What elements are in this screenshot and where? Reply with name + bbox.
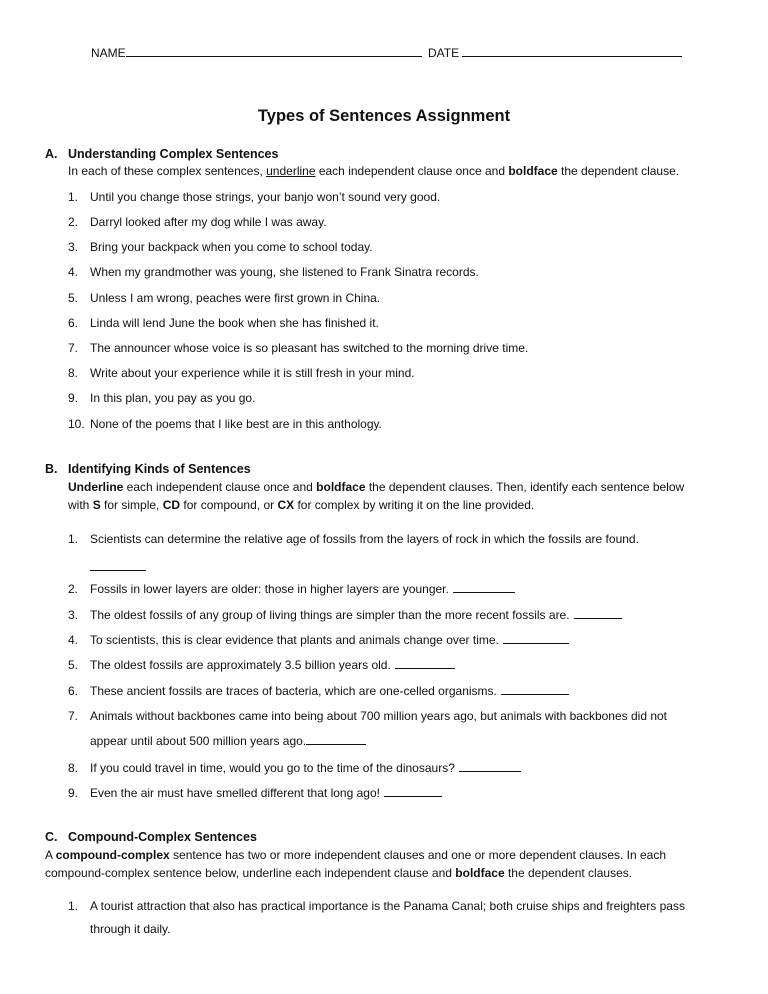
section-c-instructions [45, 847, 755, 882]
section-a-title: Understanding Complex Sentences [68, 147, 279, 161]
section-c-heading [45, 830, 257, 844]
list-item [68, 756, 750, 781]
item-number: 6. [68, 316, 79, 330]
item-text: Darryl looked after my dog while I was away. [90, 215, 327, 229]
item-number: 5. [68, 658, 79, 672]
instr-bold-word: boldface [316, 480, 366, 494]
date-line[interactable] [462, 46, 682, 57]
item-number: 1. [68, 899, 79, 913]
list-item [68, 336, 750, 361]
item-text: Write about your experience while it is still fresh in your mind. [90, 366, 415, 380]
item-continuation [90, 922, 171, 936]
item-text: through it daily. [90, 922, 171, 936]
answer-line[interactable] [459, 760, 521, 772]
section-a-letter: A. [45, 147, 58, 161]
name-line[interactable] [126, 46, 422, 57]
item-text: The oldest fossils of any group of living things are simpler than the more recent fossils are. [90, 608, 570, 622]
item-text: When my grandmother was young, she listened to Frank Sinatra records. [90, 265, 479, 279]
answer-line[interactable] [90, 560, 146, 571]
instr-bold-word: Underline [68, 480, 124, 494]
date-label: DATE [428, 46, 460, 60]
instr-text: each independent clause once and [315, 164, 509, 178]
item-text: In this plan, you pay as you go. [90, 391, 256, 405]
answer-line[interactable] [453, 581, 515, 593]
item-number: 1. [68, 190, 79, 204]
list-item [68, 527, 750, 552]
list-item [68, 894, 750, 919]
item-number: 2. [68, 215, 79, 229]
item-number: 3. [68, 240, 79, 254]
instr-text: A [45, 848, 56, 862]
page-title: Types of Sentences Assignment [257, 107, 511, 125]
list-item [68, 704, 750, 729]
instr-text: for simple, [100, 497, 163, 512]
instr-text: the dependent clauses. [504, 865, 633, 880]
item-text: appear until about 500 million years ago. [90, 734, 307, 748]
list-item [68, 603, 750, 628]
item-number: 3. [68, 608, 79, 622]
answer-line[interactable] [306, 734, 366, 745]
item-number: 8. [68, 366, 79, 380]
instr-text: for complex by writing it on the line provided. [294, 497, 535, 512]
item-number: 5. [68, 291, 79, 305]
answer-line[interactable] [384, 785, 442, 797]
item-number: 7. [68, 341, 79, 355]
item-number: 2. [68, 582, 79, 596]
list-item [68, 311, 750, 336]
instr-text: each independent clause once and [123, 480, 317, 494]
item-number: 10. [68, 417, 85, 431]
item-number: 9. [68, 391, 79, 405]
list-item [68, 235, 750, 260]
answer-line-row [90, 560, 146, 574]
answer-line[interactable] [574, 607, 622, 619]
list-item [68, 412, 750, 437]
name-label: NAME [91, 46, 126, 60]
item-number: 1. [68, 532, 79, 546]
list-item [68, 577, 750, 602]
answer-line[interactable] [501, 683, 569, 695]
instr-text: sentence has two or more independent clauses and one or more dependent clauses. In each [169, 848, 667, 862]
item-continuation [90, 734, 366, 748]
section-a-instructions [68, 163, 748, 181]
section-b-heading [45, 462, 251, 476]
item-number: 8. [68, 761, 79, 775]
list-item [68, 679, 750, 704]
item-text: Unless I am wrong, peaches were first grown in China. [90, 291, 381, 305]
list-item [68, 185, 750, 210]
name-date-header [91, 46, 682, 60]
item-number: 9. [68, 786, 79, 800]
item-text: The oldest fossils are approximately 3.5 billion years old. [90, 658, 391, 672]
item-text: Animals without backbones came into being about 700 million years ago, but animals with backbones did not [90, 709, 668, 723]
item-text: A tourist attraction that also has practical importance is the Panama Canal; both cruise ships and freighters pass [90, 899, 685, 913]
list-item [68, 386, 750, 411]
item-text: Fossils in lower layers are older: those in higher layers are younger. [90, 582, 449, 596]
list-item [68, 210, 750, 235]
code-simple: S [92, 497, 101, 512]
item-number: 4. [68, 633, 79, 647]
item-text: None of the poems that I like best are in this anthology. [90, 417, 382, 431]
item-text: To scientists, this is clear evidence that plants and animals change over time. [90, 633, 499, 647]
instr-bold-word: boldface [455, 865, 505, 880]
instr-text: with [68, 497, 93, 512]
section-b-instructions [68, 479, 748, 514]
list-item [68, 260, 750, 285]
instr-bold-word: compound-complex [55, 848, 170, 862]
list-item [68, 628, 750, 653]
item-text: Scientists can determine the relative age of fossils from the layers of rock in which the fossils are found. [90, 532, 639, 546]
section-a-heading [45, 147, 278, 161]
code-complex: CX [277, 497, 295, 512]
item-text: Even the air must have smelled different that long ago! [90, 786, 380, 800]
section-c-title: Compound-Complex Sentences [68, 830, 257, 844]
instr-text: the dependent clauses. Then, identify each sentence below [365, 480, 685, 494]
item-text: If you could travel in time, would you go to the time of the dinosaurs? [90, 761, 455, 775]
instr-text: for compound, or [180, 497, 278, 512]
code-compound: CD [162, 497, 181, 512]
instr-text: compound-complex sentence below, underline each independent clause and [45, 865, 456, 880]
section-b-title: Identifying Kinds of Sentences [68, 462, 251, 476]
list-item [68, 286, 750, 311]
instr-text: In each of these complex sentences, [68, 164, 267, 178]
answer-line[interactable] [395, 657, 455, 669]
answer-line[interactable] [503, 632, 569, 644]
item-text: Until you change those strings, your banjo won’t sound very good. [90, 190, 441, 204]
item-text: The announcer whose voice is so pleasant has switched to the morning drive time. [90, 341, 529, 355]
section-b-letter: B. [45, 462, 58, 476]
list-item [68, 781, 750, 806]
item-number: 7. [68, 709, 79, 723]
item-number: 4. [68, 265, 79, 279]
item-text: These ancient fossils are traces of bacteria, which are one-celled organisms. [90, 684, 497, 698]
item-number: 6. [68, 684, 79, 698]
instr-text: the dependent clause. [557, 164, 680, 178]
list-item [68, 361, 750, 386]
item-text: Linda will lend June the book when she has finished it. [90, 316, 379, 330]
list-item [68, 653, 750, 678]
item-text: Bring your backpack when you come to school today. [90, 240, 373, 254]
instr-underline-word: underline [266, 164, 316, 178]
instr-bold-word: boldface [508, 164, 558, 178]
section-c-letter: C. [45, 830, 58, 844]
